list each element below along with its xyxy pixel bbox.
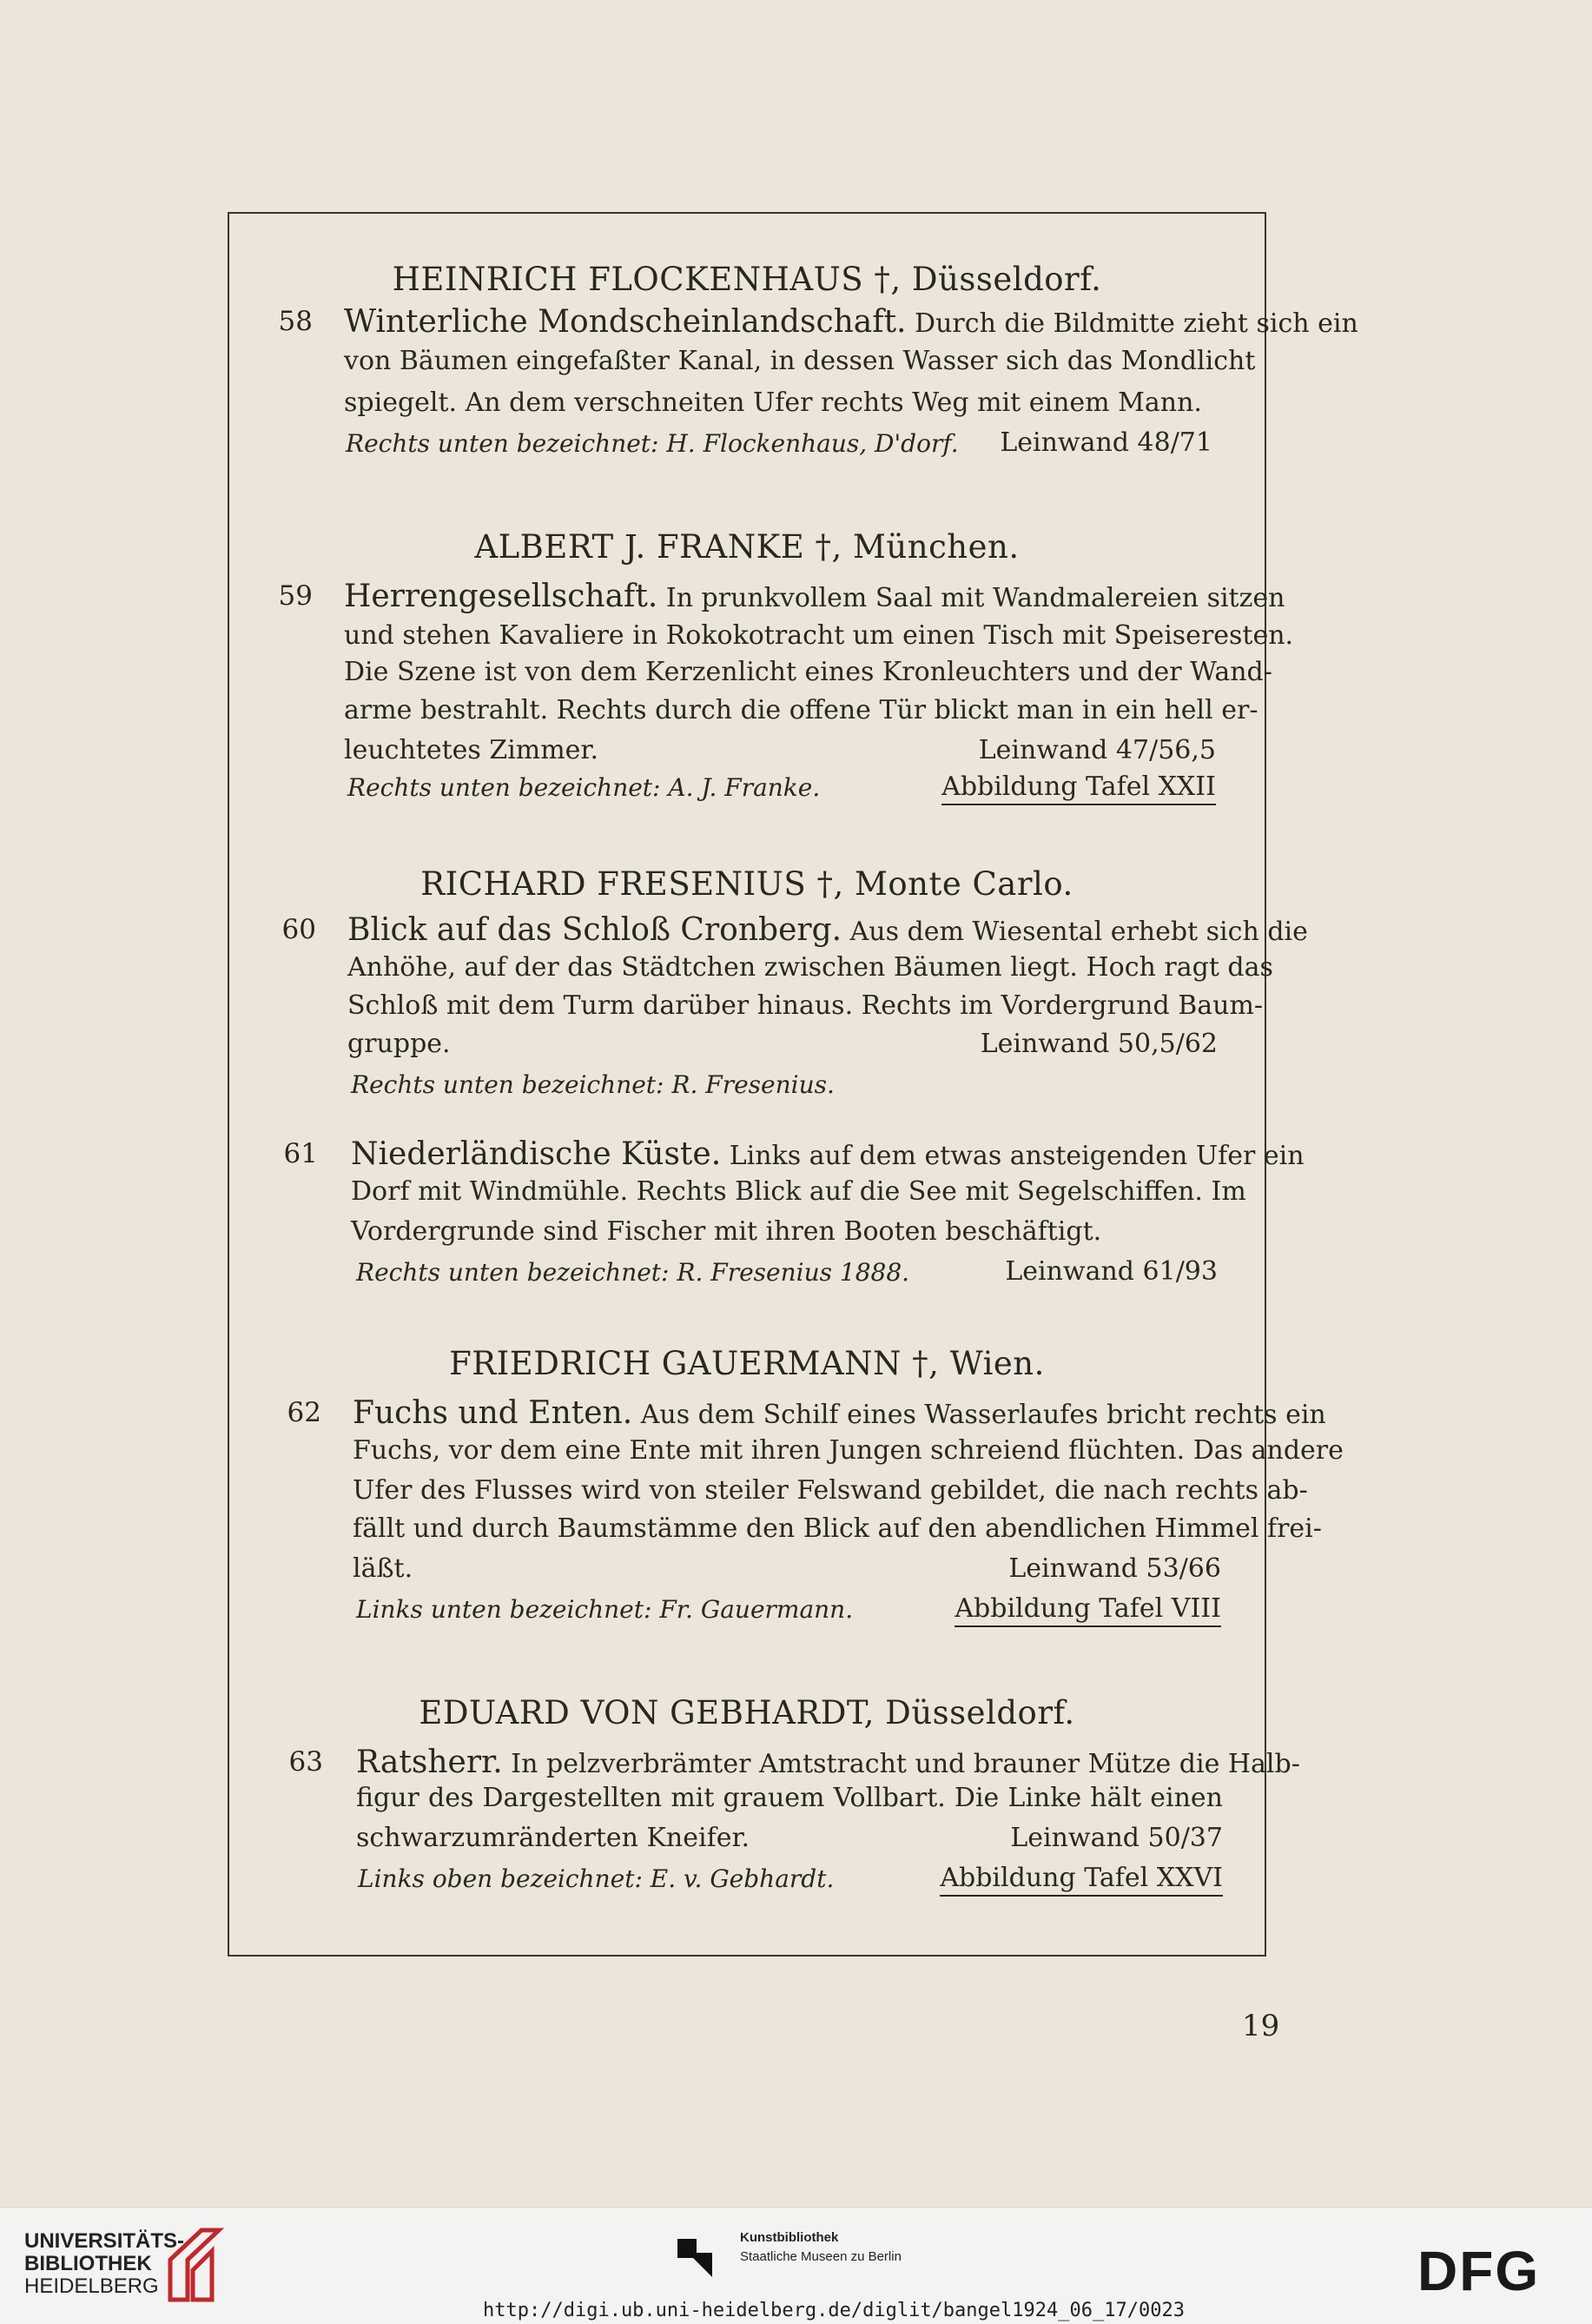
entry-line (347, 912, 1308, 952)
entry-line: und stehen Kavaliere in Rokokotracht um einen Tisch mit Speiseresten. (344, 620, 1294, 651)
entry-line: spiegelt. An dem verschneiten Ufer rechts Weg mit einem Mann. (344, 387, 1202, 418)
entry-line: arme bestrahlt. Rechts durch die offene Tür blickt man in ein hell er- (344, 695, 1258, 725)
entry-number: 61 (283, 1138, 318, 1169)
entry-line: von Bäumen eingefaßter Kanal, in dessen Wasser sich das Mondlicht (344, 346, 1256, 376)
entry-line: läßt. (353, 1553, 413, 1584)
source-url[interactable]: http://digi.ub.uni-heidelberg.de/diglit/bangel1924_06_17/0023 (483, 2300, 1185, 2321)
university-library-label (24, 2230, 184, 2298)
entry-title: Niederländische Küste. (351, 1136, 722, 1172)
entry-title: Winterliche Mondscheinlandschaft. (344, 304, 907, 340)
entry-text: Durch die Bildmitte zieht sich ein (915, 308, 1358, 339)
entry-line: schwarzumränderten Kneifer. (356, 1823, 750, 1853)
artist-heading: HEINRICH FLOCKENHAUS †, Düsseldorf. (392, 261, 1102, 298)
artist-heading: ALBERT J. FRANKE †, München. (474, 528, 1020, 566)
entry-line: Schloß mit dem Turm darüber hinaus. Rechts im Vordergrund Baum- (347, 990, 1264, 1021)
artist-heading: RICHARD FRESENIUS †, Monte Carlo. (420, 865, 1073, 903)
entry-line: Die Szene ist von dem Kerzenlicht eines Kronleuchters und der Wand- (344, 657, 1272, 687)
kb-line: Staatliche Museen zu Berlin (740, 2249, 902, 2264)
entry-line: Vordergrunde sind Fischer mit ihren Booten beschäftigt. (351, 1216, 1102, 1247)
entry-line: Anhöhe, auf der das Städtchen zwischen Bäumen liegt. Hoch ragt das (347, 952, 1273, 983)
entry-title: Herrengesellschaft. (344, 579, 658, 614)
signature-note: Rechts unten bezeichnet: R. Fresenius 1888. (356, 1258, 910, 1287)
entry-text: Links auf dem etwas ansteigenden Ufer ein (729, 1141, 1305, 1171)
entry-text: In pelzverbrämter Amtstracht und brauner Mütze die Halb- (511, 1749, 1300, 1779)
artist-heading: FRIEDRICH GAUERMANN †, Wien. (449, 1345, 1045, 1382)
entry-line: Ufer des Flusses wird von steiler Felswand gebildet, die nach rechts ab- (353, 1475, 1308, 1506)
canvas-size: Leinwand 47/56,5 (978, 735, 1216, 765)
entry-number: 58 (278, 306, 313, 337)
uni-line: UNIVERSITÄTS- (24, 2229, 185, 2253)
entry-line: figur des Dargestellten mit grauem Vollbart. Die Linke hält einen (356, 1783, 1223, 1813)
page-number: 19 (1242, 2009, 1280, 2043)
entry-title: Ratsherr. (356, 1745, 503, 1780)
plate-reference (929, 1593, 1221, 1624)
artist-heading: EDUARD VON GEBHARDT, Düsseldorf. (419, 1694, 1075, 1731)
kb-line: Kunstbibliothek (740, 2230, 839, 2245)
entry-line (344, 579, 1285, 619)
university-library-logo-icon (163, 2225, 224, 2305)
entry-line (356, 1745, 1300, 1784)
plate-reference (938, 771, 1216, 802)
signature-note: Links oben bezeichnet: E. v. Gebhardt. (358, 1864, 835, 1893)
dfg-logo: DFG (1417, 2240, 1541, 2302)
plate-reference-text: Abbildung Tafel XXVI (940, 1863, 1223, 1897)
entry-line: fällt und durch Baumstämme den Blick auf den abendlichen Himmel frei- (353, 1513, 1322, 1544)
entry-line: gruppe. (347, 1029, 451, 1059)
plate-reference-text: Abbildung Tafel VIII (955, 1593, 1221, 1627)
entry-number: 62 (287, 1397, 321, 1428)
signature-note: Links unten bezeichnet: Fr. Gauermann. (356, 1595, 854, 1624)
entry-line: Dorf mit Windmühle. Rechts Blick auf die See mit Segelschiffen. Im (351, 1176, 1246, 1207)
canvas-size: Leinwand 48/71 (1000, 427, 1212, 458)
entry-number: 63 (288, 1746, 323, 1778)
canvas-size: Leinwand 53/66 (1008, 1553, 1221, 1584)
plate-reference-text: Abbildung Tafel XXII (941, 771, 1216, 805)
digitization-footer (0, 2207, 1592, 2324)
entry-number: 60 (281, 914, 316, 945)
uni-line: BIBLIOTHEK (24, 2252, 152, 2275)
signature-note: Rechts unten bezeichnet: R. Fresenius. (351, 1070, 835, 1099)
entry-text: Aus dem Wiesental erhebt sich die (849, 917, 1308, 947)
entry-line (353, 1395, 1326, 1435)
canvas-size: Leinwand 50/37 (1010, 1823, 1223, 1853)
uni-line: HEIDELBERG (24, 2274, 159, 2298)
entry-title: Blick auf das Schloß Cronberg. (347, 912, 842, 948)
entry-text: In prunkvollem Saal mit Wandmalereien sitzen (665, 583, 1285, 613)
entry-line (351, 1136, 1305, 1176)
entry-number: 59 (278, 580, 313, 612)
kunstbibliothek-logo-icon (677, 2234, 728, 2284)
canvas-size: Leinwand 50,5/62 (980, 1029, 1218, 1059)
plate-reference (921, 1863, 1223, 1893)
entry-title: Fuchs und Enten. (353, 1395, 633, 1431)
entry-line: Fuchs, vor dem eine Ente mit ihren Jungen schreiend flüchten. Das andere (353, 1435, 1344, 1466)
signature-note: Rechts unten bezeichnet: H. Flockenhaus, D'dorf. (346, 429, 959, 458)
kunstbibliothek-label (740, 2228, 902, 2267)
entry-text: Aus dem Schilf eines Wasserlaufes bricht rechts ein (640, 1400, 1326, 1430)
canvas-size: Leinwand 61/93 (1005, 1256, 1218, 1287)
entry-line: leuchtetes Zimmer. (344, 735, 599, 765)
entry-line (344, 304, 1358, 344)
signature-note: Rechts unten bezeichnet: A. J. Franke. (347, 773, 821, 802)
